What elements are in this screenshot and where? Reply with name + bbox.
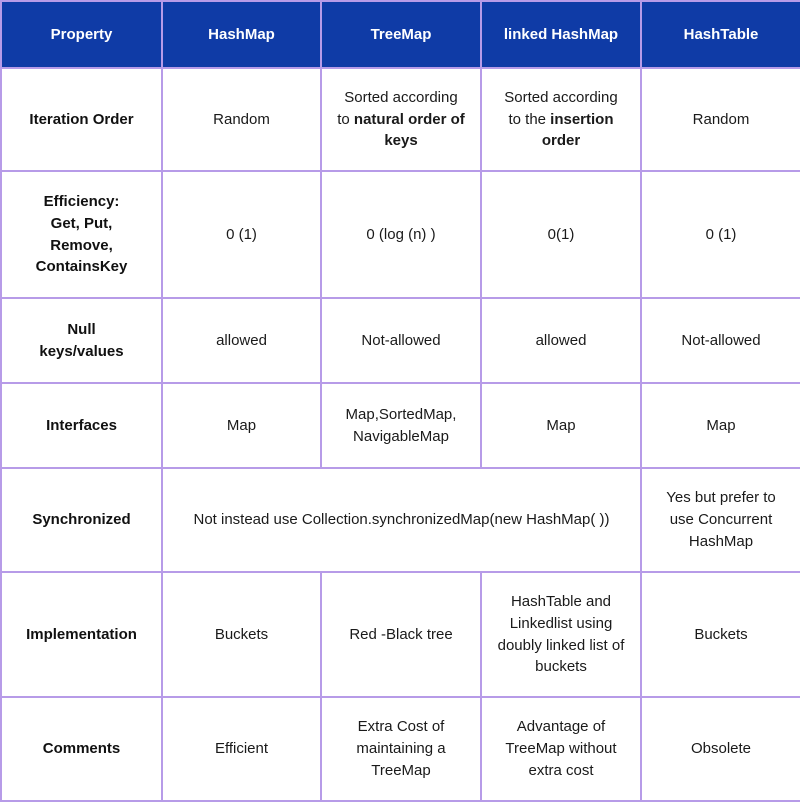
cell-hashmap: allowed — [162, 298, 321, 383]
cell-treemap: Red -Black tree — [321, 572, 481, 697]
row-label — [1, 171, 162, 298]
row-label-line: keys/values — [39, 342, 124, 360]
cell-linked-hashmap: Map — [481, 383, 641, 468]
cell-linked-hashmap: HashTable and Linkedlist using doubly linked list of buckets — [481, 572, 641, 697]
cell-linked-hashmap: Advantage of TreeMap without extra cost — [481, 697, 641, 801]
row-null-keys — [1, 298, 800, 383]
header-hashtable: HashTable — [641, 1, 800, 68]
cell-hashmap: Random — [162, 68, 321, 171]
row-label-line: Get, Put, — [50, 214, 113, 232]
header-row — [1, 1, 800, 68]
cell-hashmap: Efficient — [162, 697, 321, 801]
row-label: Implementation — [1, 572, 162, 697]
cell-merged-synchronized: Not instead use Collection.synchronizedMap(new HashMap( )) — [162, 468, 641, 572]
cell-hashtable: 0 (1) — [641, 171, 800, 298]
row-interfaces — [1, 383, 800, 468]
header-treemap: TreeMap — [321, 1, 481, 68]
cell-hashtable: Obsolete — [641, 697, 800, 801]
cell-treemap: 0 (log (n) ) — [321, 171, 481, 298]
row-label: Comments — [1, 697, 162, 801]
cell-hashtable: Yes but prefer to use Concurrent HashMap — [641, 468, 800, 572]
row-label-line: Efficiency: — [43, 193, 120, 210]
cell-hashmap: Buckets — [162, 572, 321, 697]
cell-treemap: Not-allowed — [321, 298, 481, 383]
row-synchronized — [1, 468, 800, 572]
cell-treemap: Extra Cost of maintaining a TreeMap — [321, 697, 481, 801]
row-label-line: ContainsKey — [35, 258, 128, 276]
cell-linked-hashmap: 0(1) — [481, 171, 641, 298]
cell-treemap: Map,SortedMap, NavigableMap — [321, 383, 481, 468]
row-implementation — [1, 572, 800, 697]
row-iteration-order — [1, 68, 800, 171]
cell-text: Sorted according to the — [504, 88, 618, 128]
cell-text: Sorted according to — [337, 88, 458, 128]
cell-linked-hashmap — [481, 68, 641, 171]
cell-hashtable: Random — [641, 68, 800, 171]
cell-text-bold: insertion order — [541, 110, 614, 150]
cell-treemap — [321, 68, 481, 171]
row-efficiency — [1, 171, 800, 298]
cell-hashmap: Map — [162, 383, 321, 468]
row-label: Synchronized — [1, 468, 162, 572]
cell-hashmap: 0 (1) — [162, 171, 321, 298]
row-label — [1, 298, 162, 383]
cell-linked-hashmap: allowed — [481, 298, 641, 383]
row-label-line: Null — [67, 320, 96, 338]
row-label-line: Remove, — [50, 236, 113, 254]
header-property: Property — [1, 1, 162, 68]
cell-hashtable: Map — [641, 383, 800, 468]
cell-hashtable: Not-allowed — [641, 298, 800, 383]
row-label: Interfaces — [1, 383, 162, 468]
header-hashmap: HashMap — [162, 1, 321, 68]
cell-hashtable: Buckets — [641, 572, 800, 697]
row-label: Iteration Order — [1, 68, 162, 171]
header-linked-hashmap: linked HashMap — [481, 1, 641, 68]
cell-text-bold: natural order of keys — [353, 110, 465, 150]
row-comments — [1, 697, 800, 801]
